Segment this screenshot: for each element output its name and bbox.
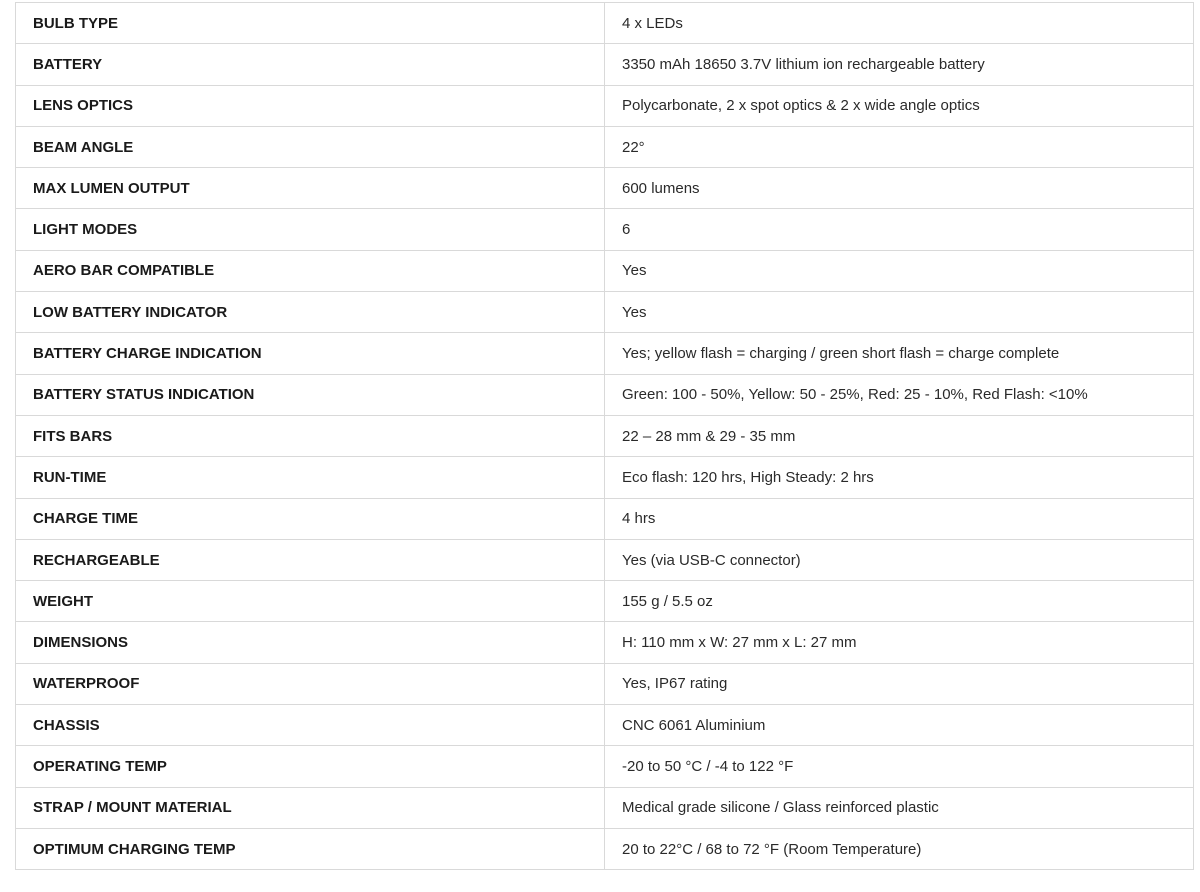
spec-label: CHARGE TIME bbox=[16, 498, 605, 539]
spec-label: BATTERY STATUS INDICATION bbox=[16, 374, 605, 415]
spec-label: AERO BAR COMPATIBLE bbox=[16, 250, 605, 291]
spec-value: Yes; yellow flash = charging / green short flash = charge complete bbox=[605, 333, 1194, 374]
spec-value: 22 – 28 mm & 29 - 35 mm bbox=[605, 415, 1194, 456]
spec-label: FITS BARS bbox=[16, 415, 605, 456]
spec-value: Green: 100 - 50%, Yellow: 50 - 25%, Red: 25 - 10%, Red Flash: <10% bbox=[605, 374, 1194, 415]
spec-value: Eco flash: 120 hrs, High Steady: 2 hrs bbox=[605, 457, 1194, 498]
table-row bbox=[16, 168, 1194, 209]
table-row bbox=[16, 126, 1194, 167]
spec-label: LOW BATTERY INDICATOR bbox=[16, 292, 605, 333]
table-row bbox=[16, 209, 1194, 250]
table-row bbox=[16, 3, 1194, 44]
spec-label: CHASSIS bbox=[16, 705, 605, 746]
spec-value: Yes, IP67 rating bbox=[605, 663, 1194, 704]
spec-label: OPTIMUM CHARGING TEMP bbox=[16, 828, 605, 869]
table-row bbox=[16, 374, 1194, 415]
spec-value: -20 to 50 °C / -4 to 122 °F bbox=[605, 746, 1194, 787]
table-row bbox=[16, 622, 1194, 663]
spec-value: Yes bbox=[605, 250, 1194, 291]
table-row bbox=[16, 292, 1194, 333]
spec-value: 4 x LEDs bbox=[605, 3, 1194, 44]
spec-value: CNC 6061 Aluminium bbox=[605, 705, 1194, 746]
spec-value: H: 110 mm x W: 27 mm x L: 27 mm bbox=[605, 622, 1194, 663]
table-row bbox=[16, 539, 1194, 580]
spec-label: RECHARGEABLE bbox=[16, 539, 605, 580]
table-row bbox=[16, 250, 1194, 291]
spec-label: RUN-TIME bbox=[16, 457, 605, 498]
spec-label: DIMENSIONS bbox=[16, 622, 605, 663]
spec-label: BATTERY bbox=[16, 44, 605, 85]
spec-value: Polycarbonate, 2 x spot optics & 2 x wide angle optics bbox=[605, 85, 1194, 126]
table-row bbox=[16, 787, 1194, 828]
table-row bbox=[16, 746, 1194, 787]
table-row bbox=[16, 333, 1194, 374]
spec-label: WATERPROOF bbox=[16, 663, 605, 704]
spec-value: Medical grade silicone / Glass reinforced plastic bbox=[605, 787, 1194, 828]
spec-value: 20 to 22°C / 68 to 72 °F (Room Temperature) bbox=[605, 828, 1194, 869]
spec-value: 4 hrs bbox=[605, 498, 1194, 539]
table-row bbox=[16, 85, 1194, 126]
spec-label: BULB TYPE bbox=[16, 3, 605, 44]
table-row bbox=[16, 498, 1194, 539]
spec-value: 6 bbox=[605, 209, 1194, 250]
spec-value: 3350 mAh 18650 3.7V lithium ion rechargeable battery bbox=[605, 44, 1194, 85]
table-row bbox=[16, 581, 1194, 622]
spec-value: 600 lumens bbox=[605, 168, 1194, 209]
table-row bbox=[16, 828, 1194, 869]
spec-table bbox=[15, 2, 1194, 870]
spec-value: 155 g / 5.5 oz bbox=[605, 581, 1194, 622]
spec-label: MAX LUMEN OUTPUT bbox=[16, 168, 605, 209]
spec-label: LIGHT MODES bbox=[16, 209, 605, 250]
spec-value: Yes bbox=[605, 292, 1194, 333]
spec-label: STRAP / MOUNT MATERIAL bbox=[16, 787, 605, 828]
spec-label: LENS OPTICS bbox=[16, 85, 605, 126]
spec-value: 22° bbox=[605, 126, 1194, 167]
spec-label: BATTERY CHARGE INDICATION bbox=[16, 333, 605, 374]
table-row bbox=[16, 44, 1194, 85]
spec-label: BEAM ANGLE bbox=[16, 126, 605, 167]
table-row bbox=[16, 705, 1194, 746]
spec-label: OPERATING TEMP bbox=[16, 746, 605, 787]
table-row bbox=[16, 457, 1194, 498]
spec-value: Yes (via USB-C connector) bbox=[605, 539, 1194, 580]
spec-label: WEIGHT bbox=[16, 581, 605, 622]
table-row bbox=[16, 663, 1194, 704]
table-row bbox=[16, 415, 1194, 456]
